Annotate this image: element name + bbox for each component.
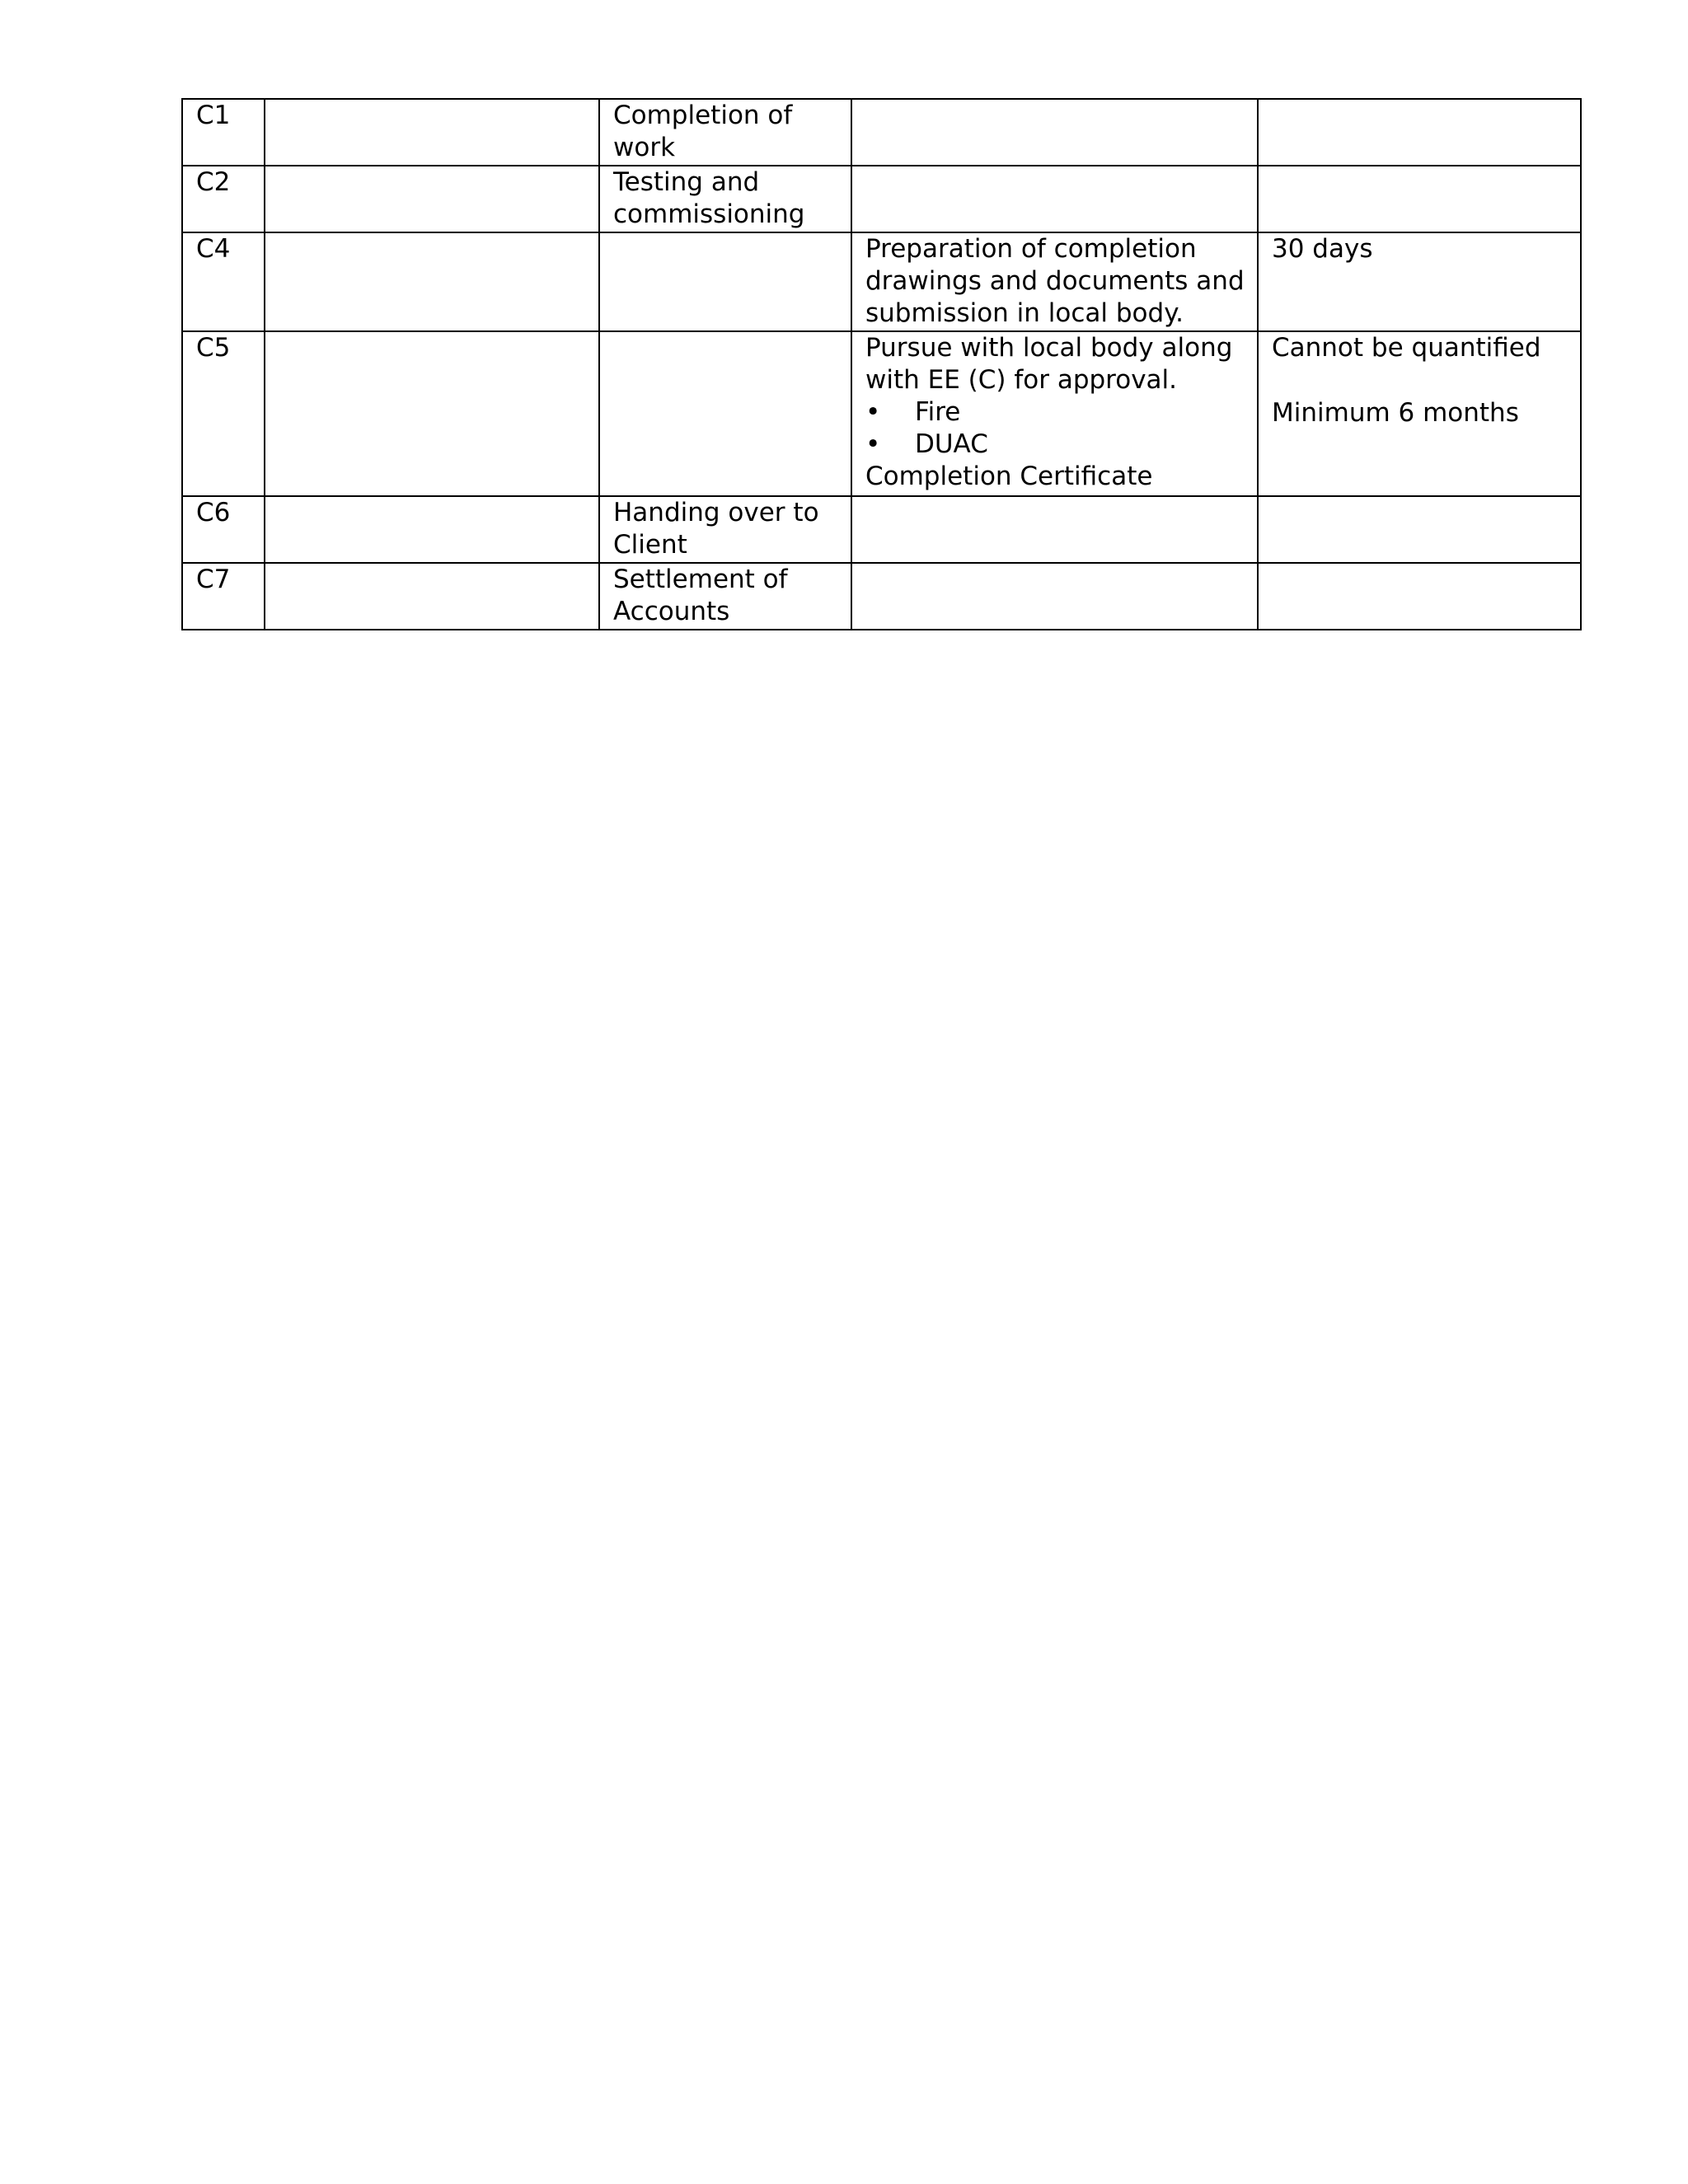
- schedule-table: [181, 98, 1582, 630]
- activity-cell: Preparation of completion drawings and documents and submission in local body.: [851, 232, 1258, 331]
- empty-cell: [265, 496, 599, 563]
- table-row: [182, 331, 1581, 496]
- milestone-cell: [599, 331, 851, 496]
- duration-cell: Cannot be quantified Minimum 6 months: [1258, 331, 1581, 496]
- table-row: [182, 496, 1581, 563]
- row-code: C5: [182, 331, 265, 496]
- milestone-cell: Settlement of Accounts: [599, 563, 851, 630]
- row-code: C7: [182, 563, 265, 630]
- row-code: C6: [182, 496, 265, 563]
- activity-cell: [851, 496, 1258, 563]
- bullet-item: • DUAC: [865, 429, 988, 459]
- table-row: [182, 563, 1581, 630]
- milestone-cell: Completion of work: [599, 99, 851, 166]
- milestone-cell: Testing and commissioning: [599, 166, 851, 232]
- bullet-icon: •: [865, 397, 881, 427]
- table-row: [182, 166, 1581, 232]
- row-code: C1: [182, 99, 265, 166]
- activity-cell: Pursue with local body along with EE (C) for approval. • Fire • DUAC Completion Certificate: [851, 331, 1258, 496]
- activity-cell: [851, 166, 1258, 232]
- row-code: C4: [182, 232, 265, 331]
- table-row: [182, 99, 1581, 166]
- milestone-cell: [599, 232, 851, 331]
- activity-cell: [851, 99, 1258, 166]
- milestone-cell: Handing over to Client: [599, 496, 851, 563]
- empty-cell: [265, 99, 599, 166]
- row-code: C2: [182, 166, 265, 232]
- duration-cell: [1258, 563, 1581, 630]
- duration-cell: 30 days: [1258, 232, 1581, 331]
- table-row: [182, 232, 1581, 331]
- empty-cell: [265, 166, 599, 232]
- empty-cell: [265, 232, 599, 331]
- bullet-item: • Fire: [865, 397, 961, 427]
- duration-cell: [1258, 99, 1581, 166]
- empty-cell: [265, 563, 599, 630]
- activity-cell: [851, 563, 1258, 630]
- bullet-icon: •: [865, 429, 881, 459]
- duration-cell: [1258, 496, 1581, 563]
- empty-cell: [265, 331, 599, 496]
- duration-cell: [1258, 166, 1581, 232]
